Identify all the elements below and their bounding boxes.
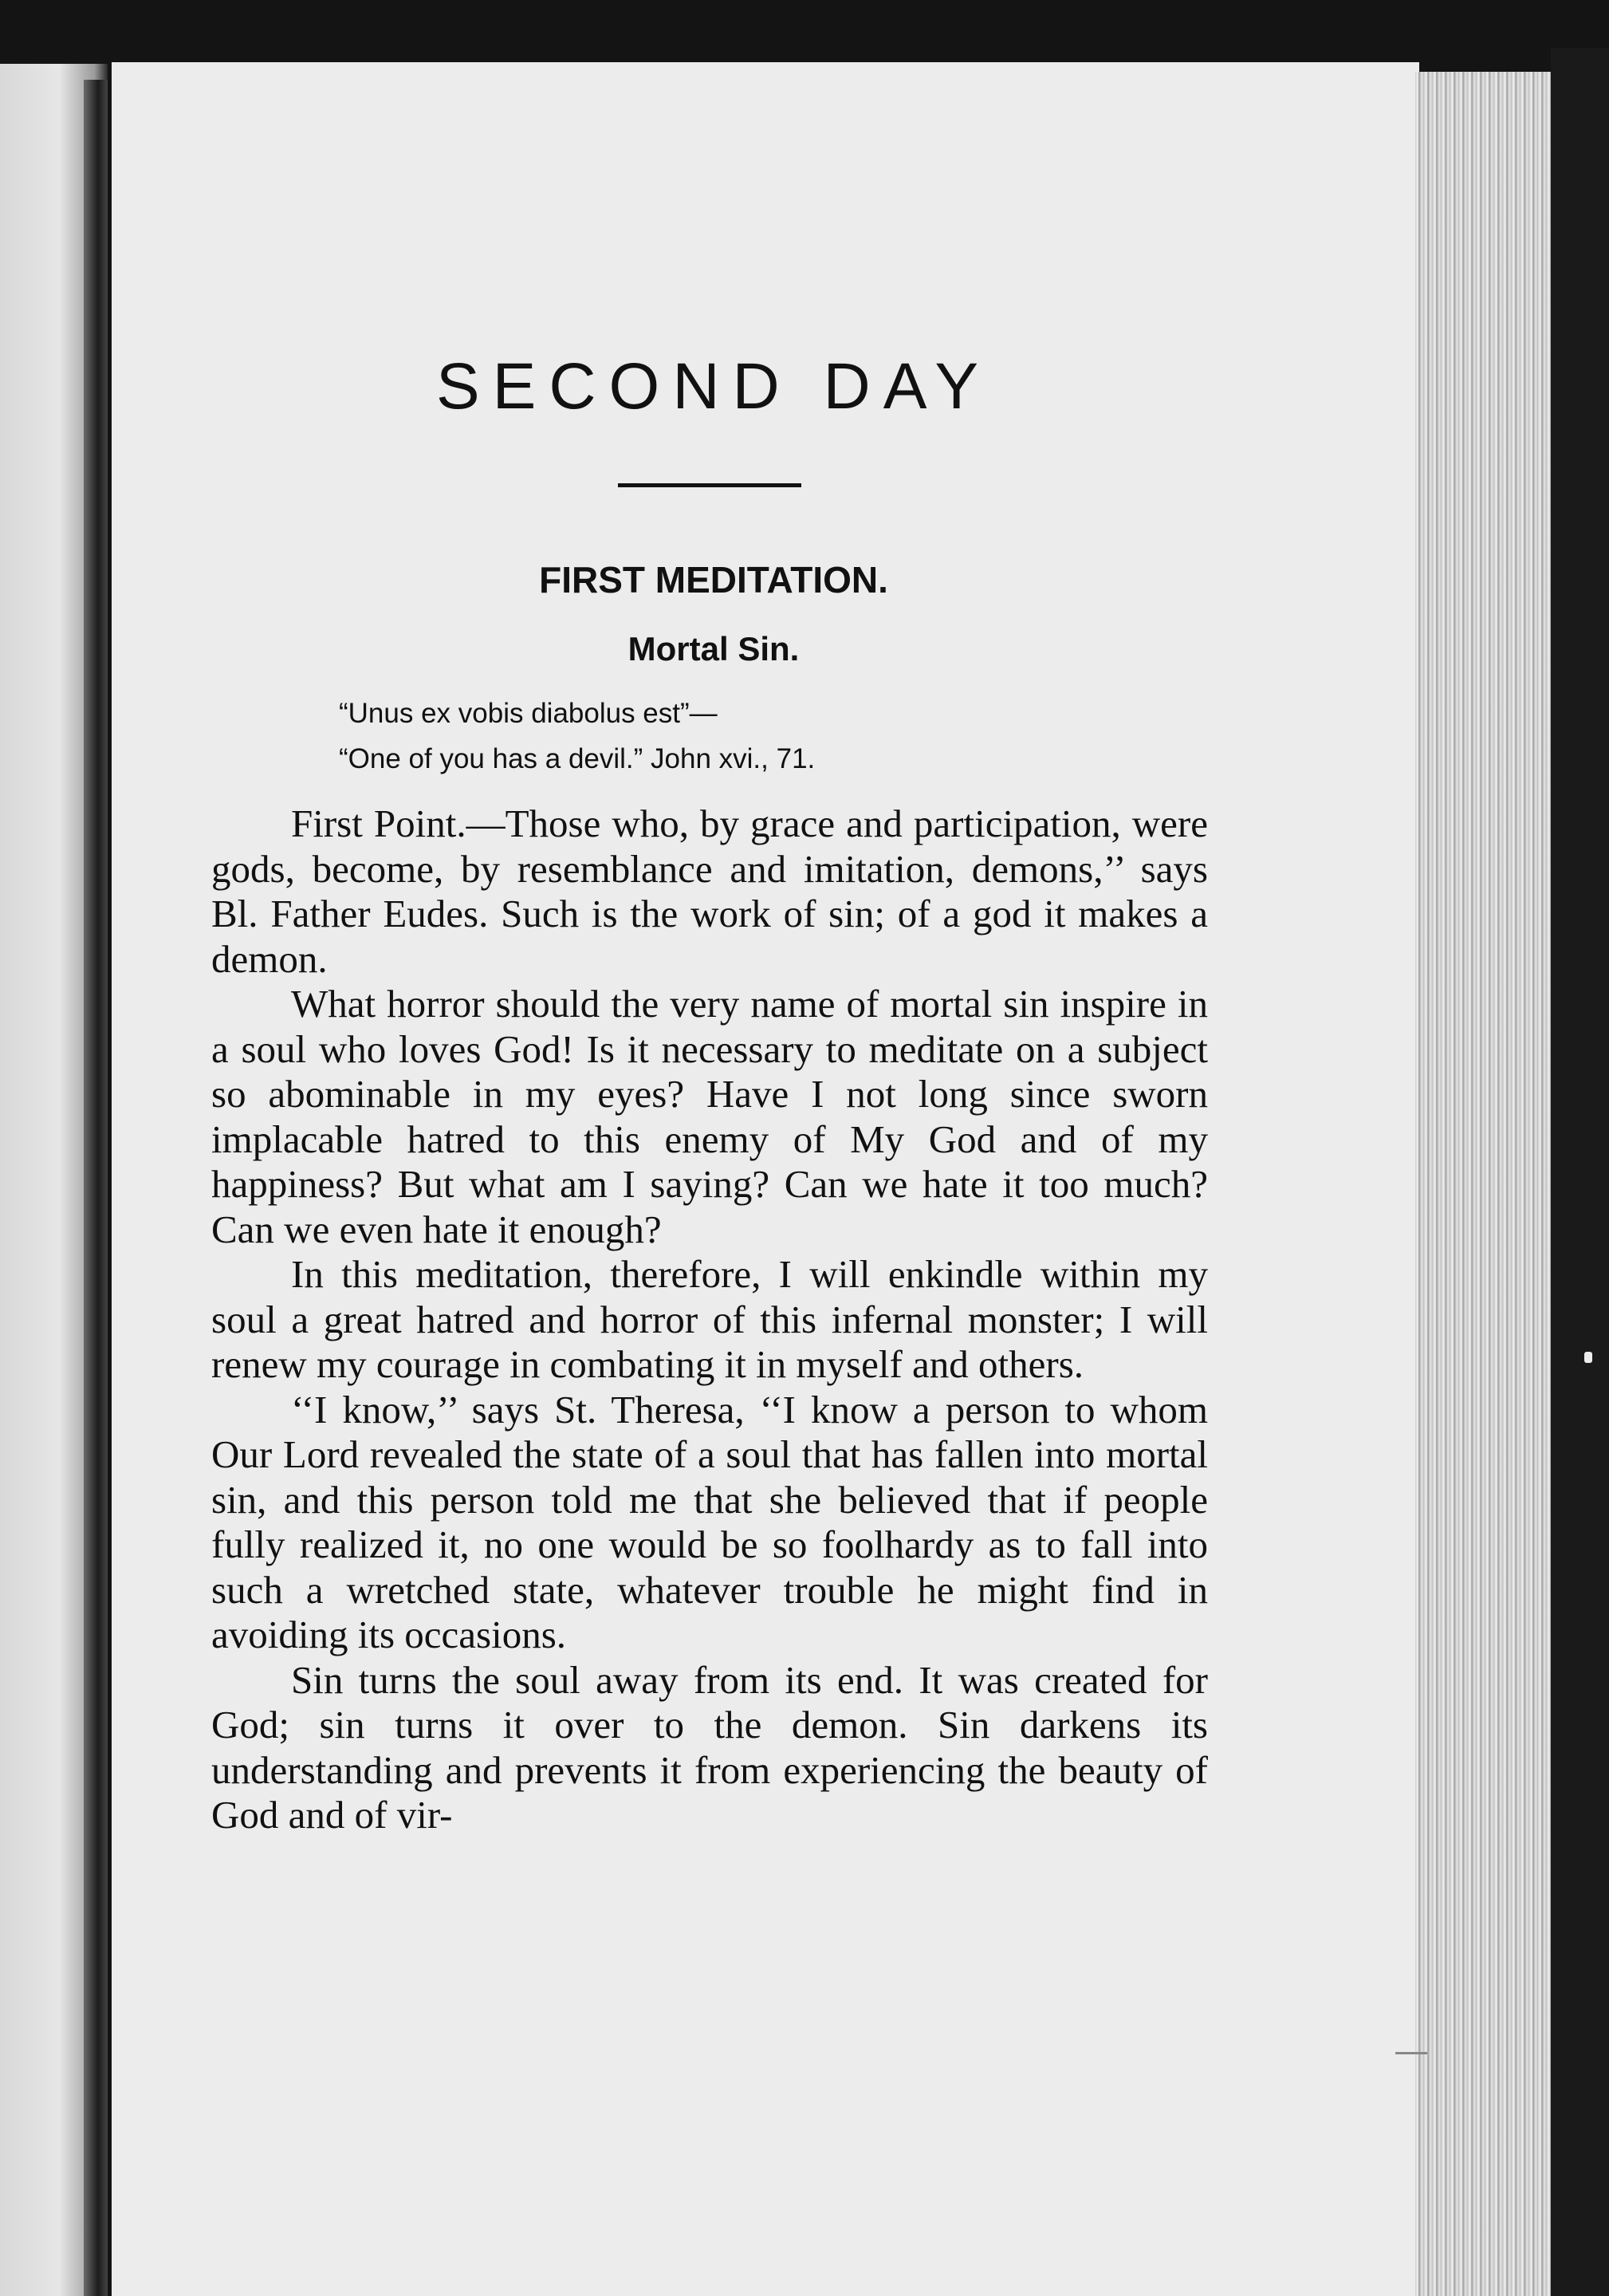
scan-background (1551, 48, 1609, 2296)
paragraph-first-point: First Point.—Those who, by grace and participation, were gods, become, by resemblance and imitation, demons,’’ says Bl. Father Eudes. Such is the work of sin; of a god it makes a demon. (211, 801, 1208, 981)
paragraph-horror: What horror should the very name of mortal sin inspire in a soul who loves God! Is it necessary to meditate on a subject so abominable in my eyes? Have I not long since sworn implacable hatred to this enemy of My God and of my happiness? But what am I saying? Can we hate it too much? Can we even hate it enough? (211, 982, 1208, 1251)
chapter-title: SECOND DAY (435, 350, 992, 423)
epigraph (339, 691, 1216, 782)
body-text (211, 801, 1208, 1838)
edge-speck (1584, 1352, 1592, 1363)
paragraph-st-theresa: ‘‘I know,’’ says St. Theresa, ‘‘I know a person to whom Our Lord revealed the state of a soul that has fallen into mortal sin, and this person told me that she believed that if people fully realized it, no one would be so foolhardy as to fall into such a wretched state, whatever trouble he might find in avoiding its occasions. (211, 1387, 1208, 1656)
page-edge-dash (1395, 2052, 1427, 2054)
page-stack-edges (1415, 72, 1551, 2296)
paragraph-sin-turns: Sin turns the soul away from its end. It was created for God; sin turns it over to the demon. Sin darkens its understanding and prevents it from experiencing the beauty of God and of vir- (211, 1657, 1208, 1837)
epigraph-latin: “Unus ex vobis diabolus est”— (339, 698, 718, 729)
paragraph-meditation: In this meditation, therefore, I will enkindle within my soul a great hatred and horror of this infernal monster; I will renew my courage in combating it in myself and others. (211, 1252, 1208, 1386)
epigraph-english: “One of you has a devil.” John xvi., 71. (339, 743, 816, 774)
meditation-title: FIRST MEDITATION. (539, 559, 888, 601)
meditation-subject: Mortal Sin. (627, 630, 800, 668)
book-gutter (84, 80, 108, 2296)
title-rule (618, 483, 801, 487)
